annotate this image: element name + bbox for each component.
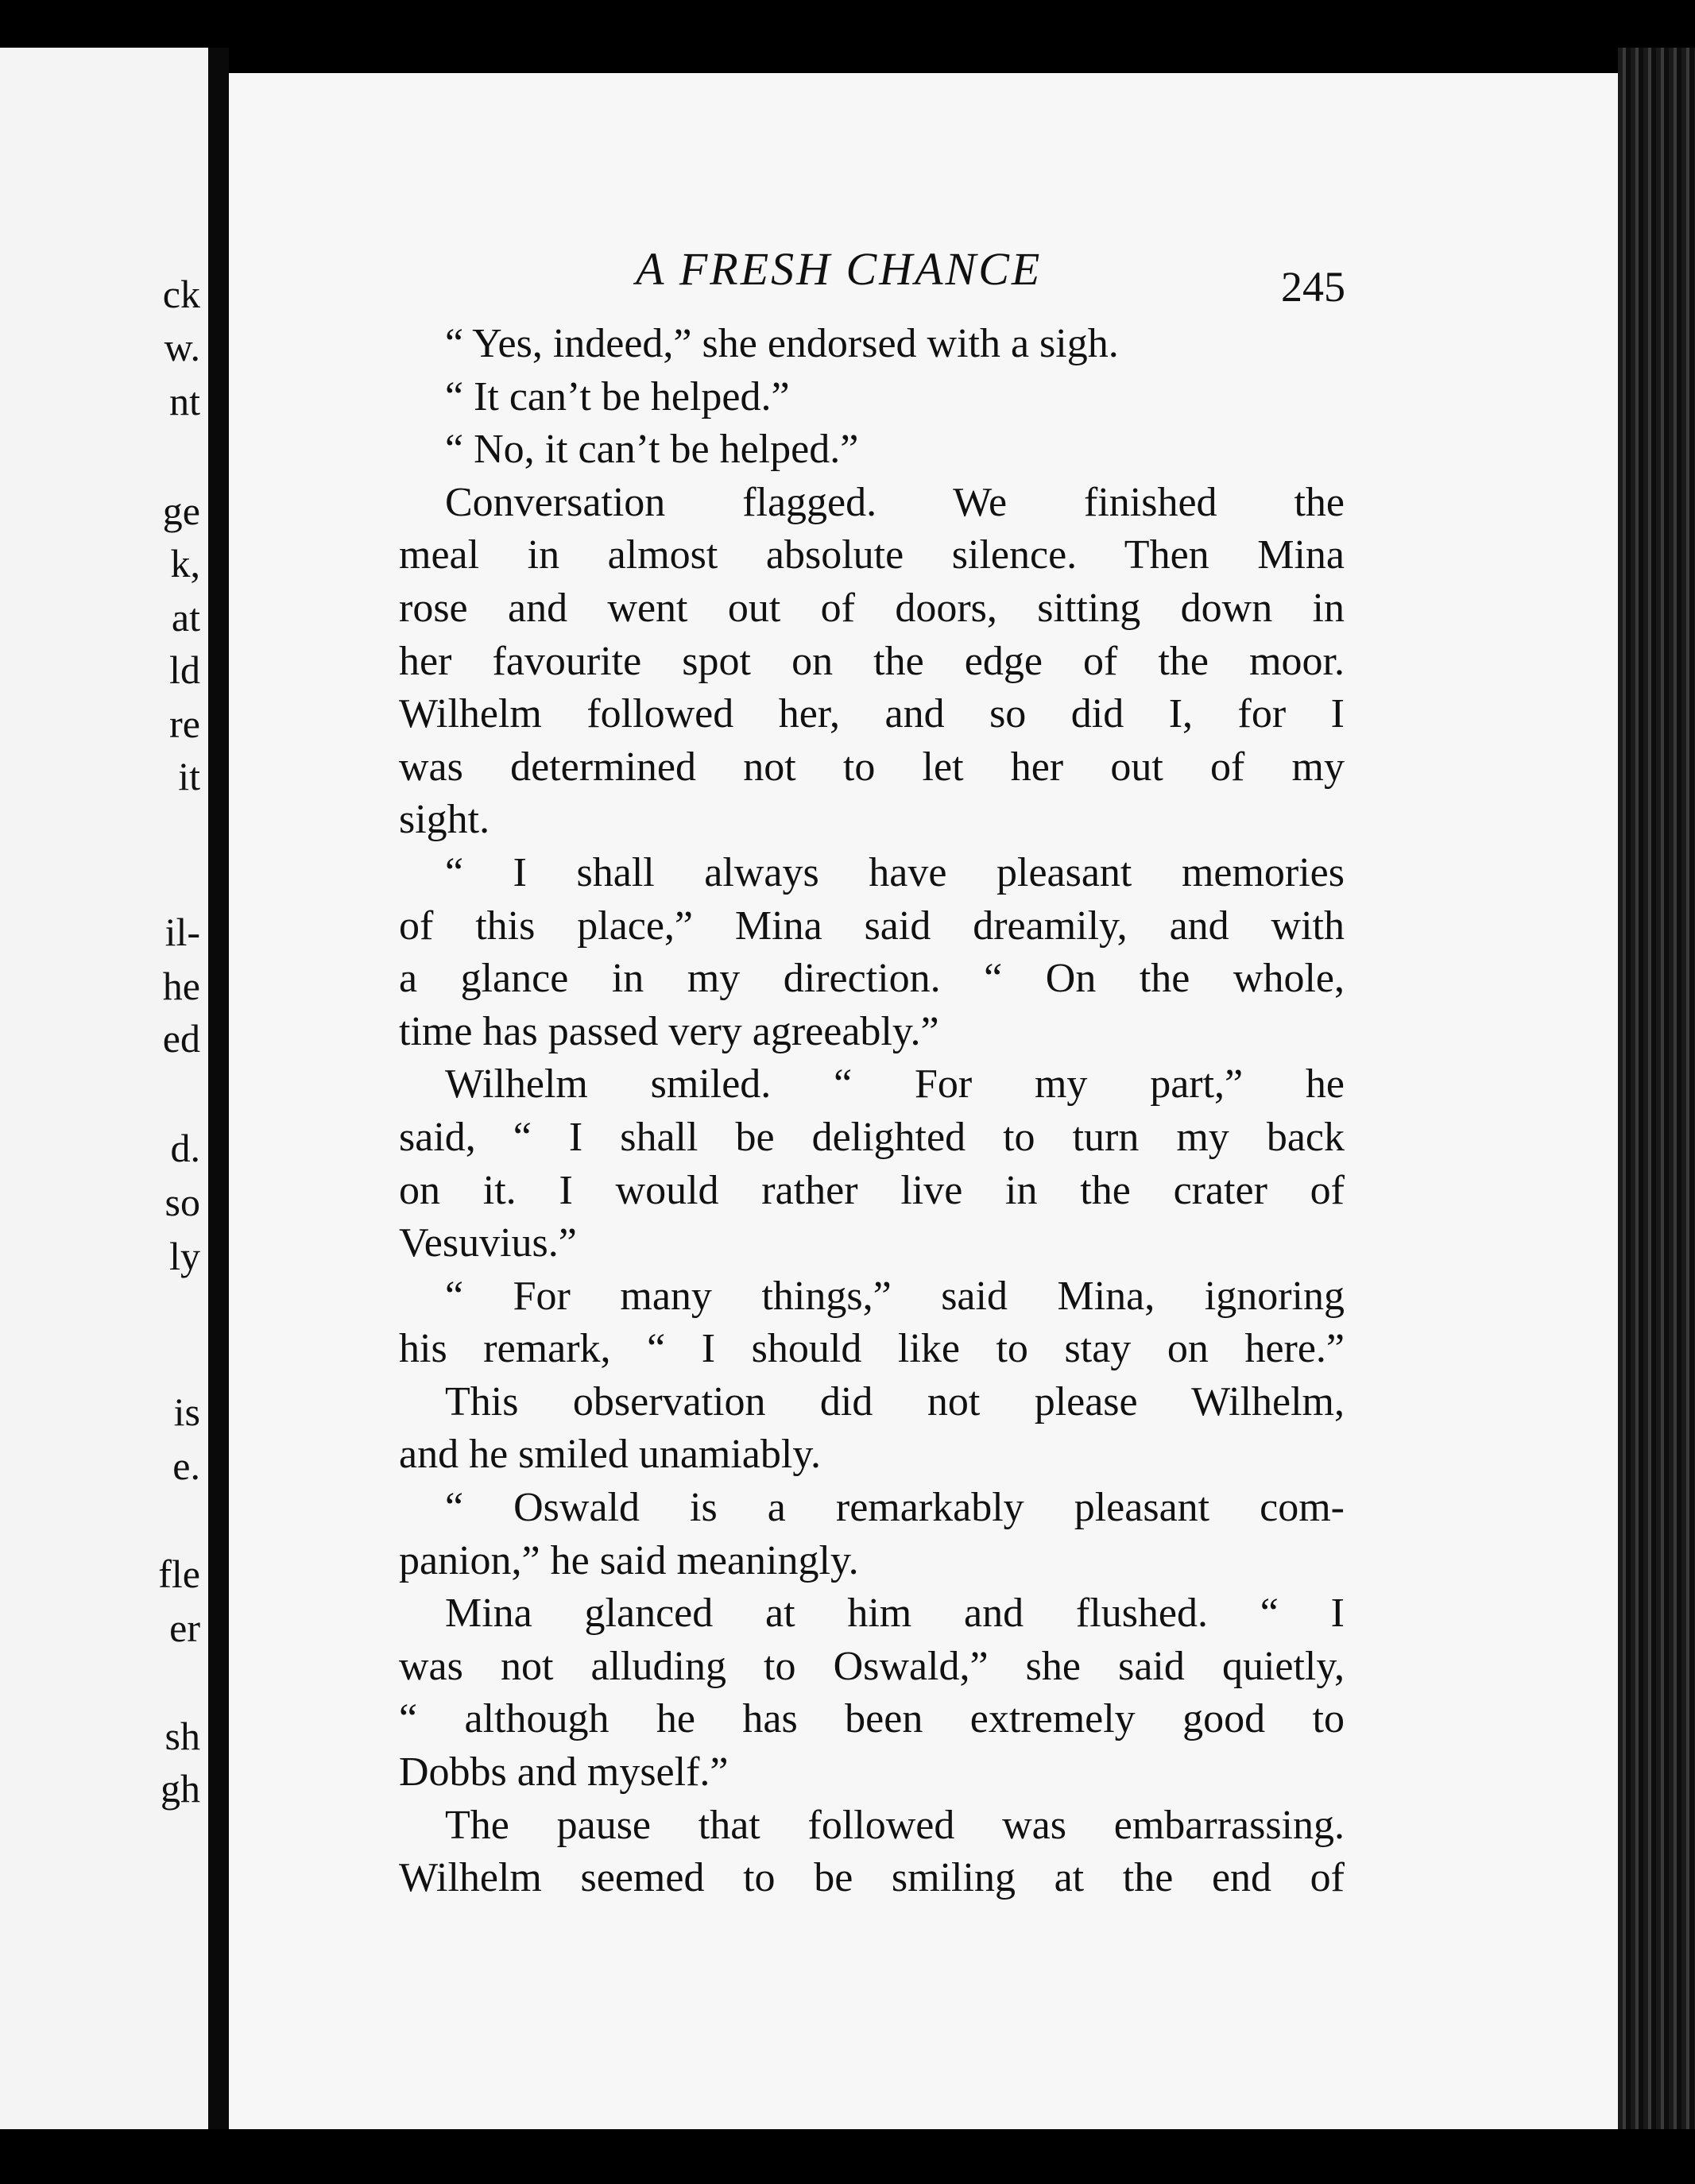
text-line: “ For many things,” said Mina, ignoring <box>445 1273 1345 1319</box>
left-page-text-fragments <box>0 48 208 2129</box>
book-gutter <box>208 48 229 2129</box>
left-page-fragment: it <box>178 754 200 798</box>
text-line: her favourite spot on the edge of the moor. <box>399 638 1345 684</box>
text-line: Wilhelm smiled. “ For my part,” he <box>445 1061 1345 1107</box>
text-line: “ I shall always have pleasant memories <box>445 849 1345 895</box>
left-page-fragment: ed <box>162 1016 200 1061</box>
text-line: was determined not to let her out of my <box>399 744 1345 790</box>
left-page-fragment: is <box>173 1390 200 1434</box>
page-number: 245 <box>1281 263 1345 311</box>
left-page-fragment: e. <box>172 1444 200 1488</box>
text-line: was not alluding to Oswald,” she said quietly, <box>399 1643 1345 1689</box>
text-line: “ It can’t be helped.” <box>445 373 790 419</box>
left-page-fragment: il- <box>164 910 200 954</box>
left-facing-page <box>0 48 208 2129</box>
left-page-fragment: k, <box>170 541 200 586</box>
text-line: time has passed very agreeably.” <box>399 1008 939 1054</box>
text-line: sight. <box>399 797 490 843</box>
left-page-fragment: ck <box>162 272 200 316</box>
left-page-fragment: ld <box>169 647 200 692</box>
text-line: “ Yes, indeed,” she endorsed with a sigh. <box>445 321 1119 366</box>
left-page-fragment: re <box>169 702 200 746</box>
text-line: Vesuvius.” <box>399 1220 577 1266</box>
text-line: This observation did not please Wilhelm, <box>445 1378 1345 1424</box>
text-line: Mina glanced at him and flushed. “ I <box>445 1591 1345 1637</box>
left-page-fragment: so <box>164 1180 200 1224</box>
left-page-fragment: d. <box>170 1126 200 1170</box>
left-page-fragment: gh <box>161 1766 200 1811</box>
left-page-fragment: sh <box>164 1714 200 1758</box>
text-line: a glance in my direction. “ On the whole, <box>399 956 1345 1002</box>
text-line: on it. I would rather live in the crater of <box>399 1167 1345 1213</box>
text-line: “ Oswald is a remarkably pleasant com- <box>445 1485 1345 1531</box>
left-page-fragment: ge <box>162 489 200 533</box>
running-head: A FRESH CHANCE <box>636 243 1043 295</box>
text-line: The pause that followed was embarrassing. <box>445 1802 1345 1848</box>
text-line: of this place,” Mina said dreamily, and with <box>399 903 1345 949</box>
left-page-fragment: he <box>162 964 200 1008</box>
text-line: rose and went out of doors, sitting down in <box>399 585 1345 631</box>
left-page-fragment: fle <box>158 1552 200 1596</box>
text-line: Wilhelm followed her, and so did I, for I <box>399 691 1345 737</box>
text-line: Conversation flagged. We finished the <box>445 479 1345 525</box>
text-line: and he smiled unamiably. <box>399 1432 821 1478</box>
text-line: “ No, it can’t be helped.” <box>445 427 859 473</box>
text-line: Dobbs and myself.” <box>399 1749 729 1796</box>
body-text <box>399 318 1345 1905</box>
text-line: said, “ I shall be delighted to turn my back <box>399 1114 1345 1160</box>
left-page-fragment: ly <box>169 1234 200 1278</box>
scan-border <box>0 2129 1695 2184</box>
text-line: panion,” he said meaningly. <box>399 1537 859 1583</box>
left-page-fragment: nt <box>169 379 200 423</box>
text-line: meal in almost absolute silence. Then Mina <box>399 532 1345 578</box>
text-line: Wilhelm seemed to be smiling at the end of <box>399 1855 1345 1901</box>
text-line: “ although he has been extremely good to <box>399 1696 1345 1742</box>
left-page-fragment: w. <box>164 325 200 369</box>
text-line: his remark, “ I should like to stay on here.” <box>399 1326 1345 1372</box>
page-edges <box>1618 48 1695 2184</box>
left-page-fragment: at <box>171 595 200 640</box>
left-page-fragment: er <box>169 1606 200 1650</box>
